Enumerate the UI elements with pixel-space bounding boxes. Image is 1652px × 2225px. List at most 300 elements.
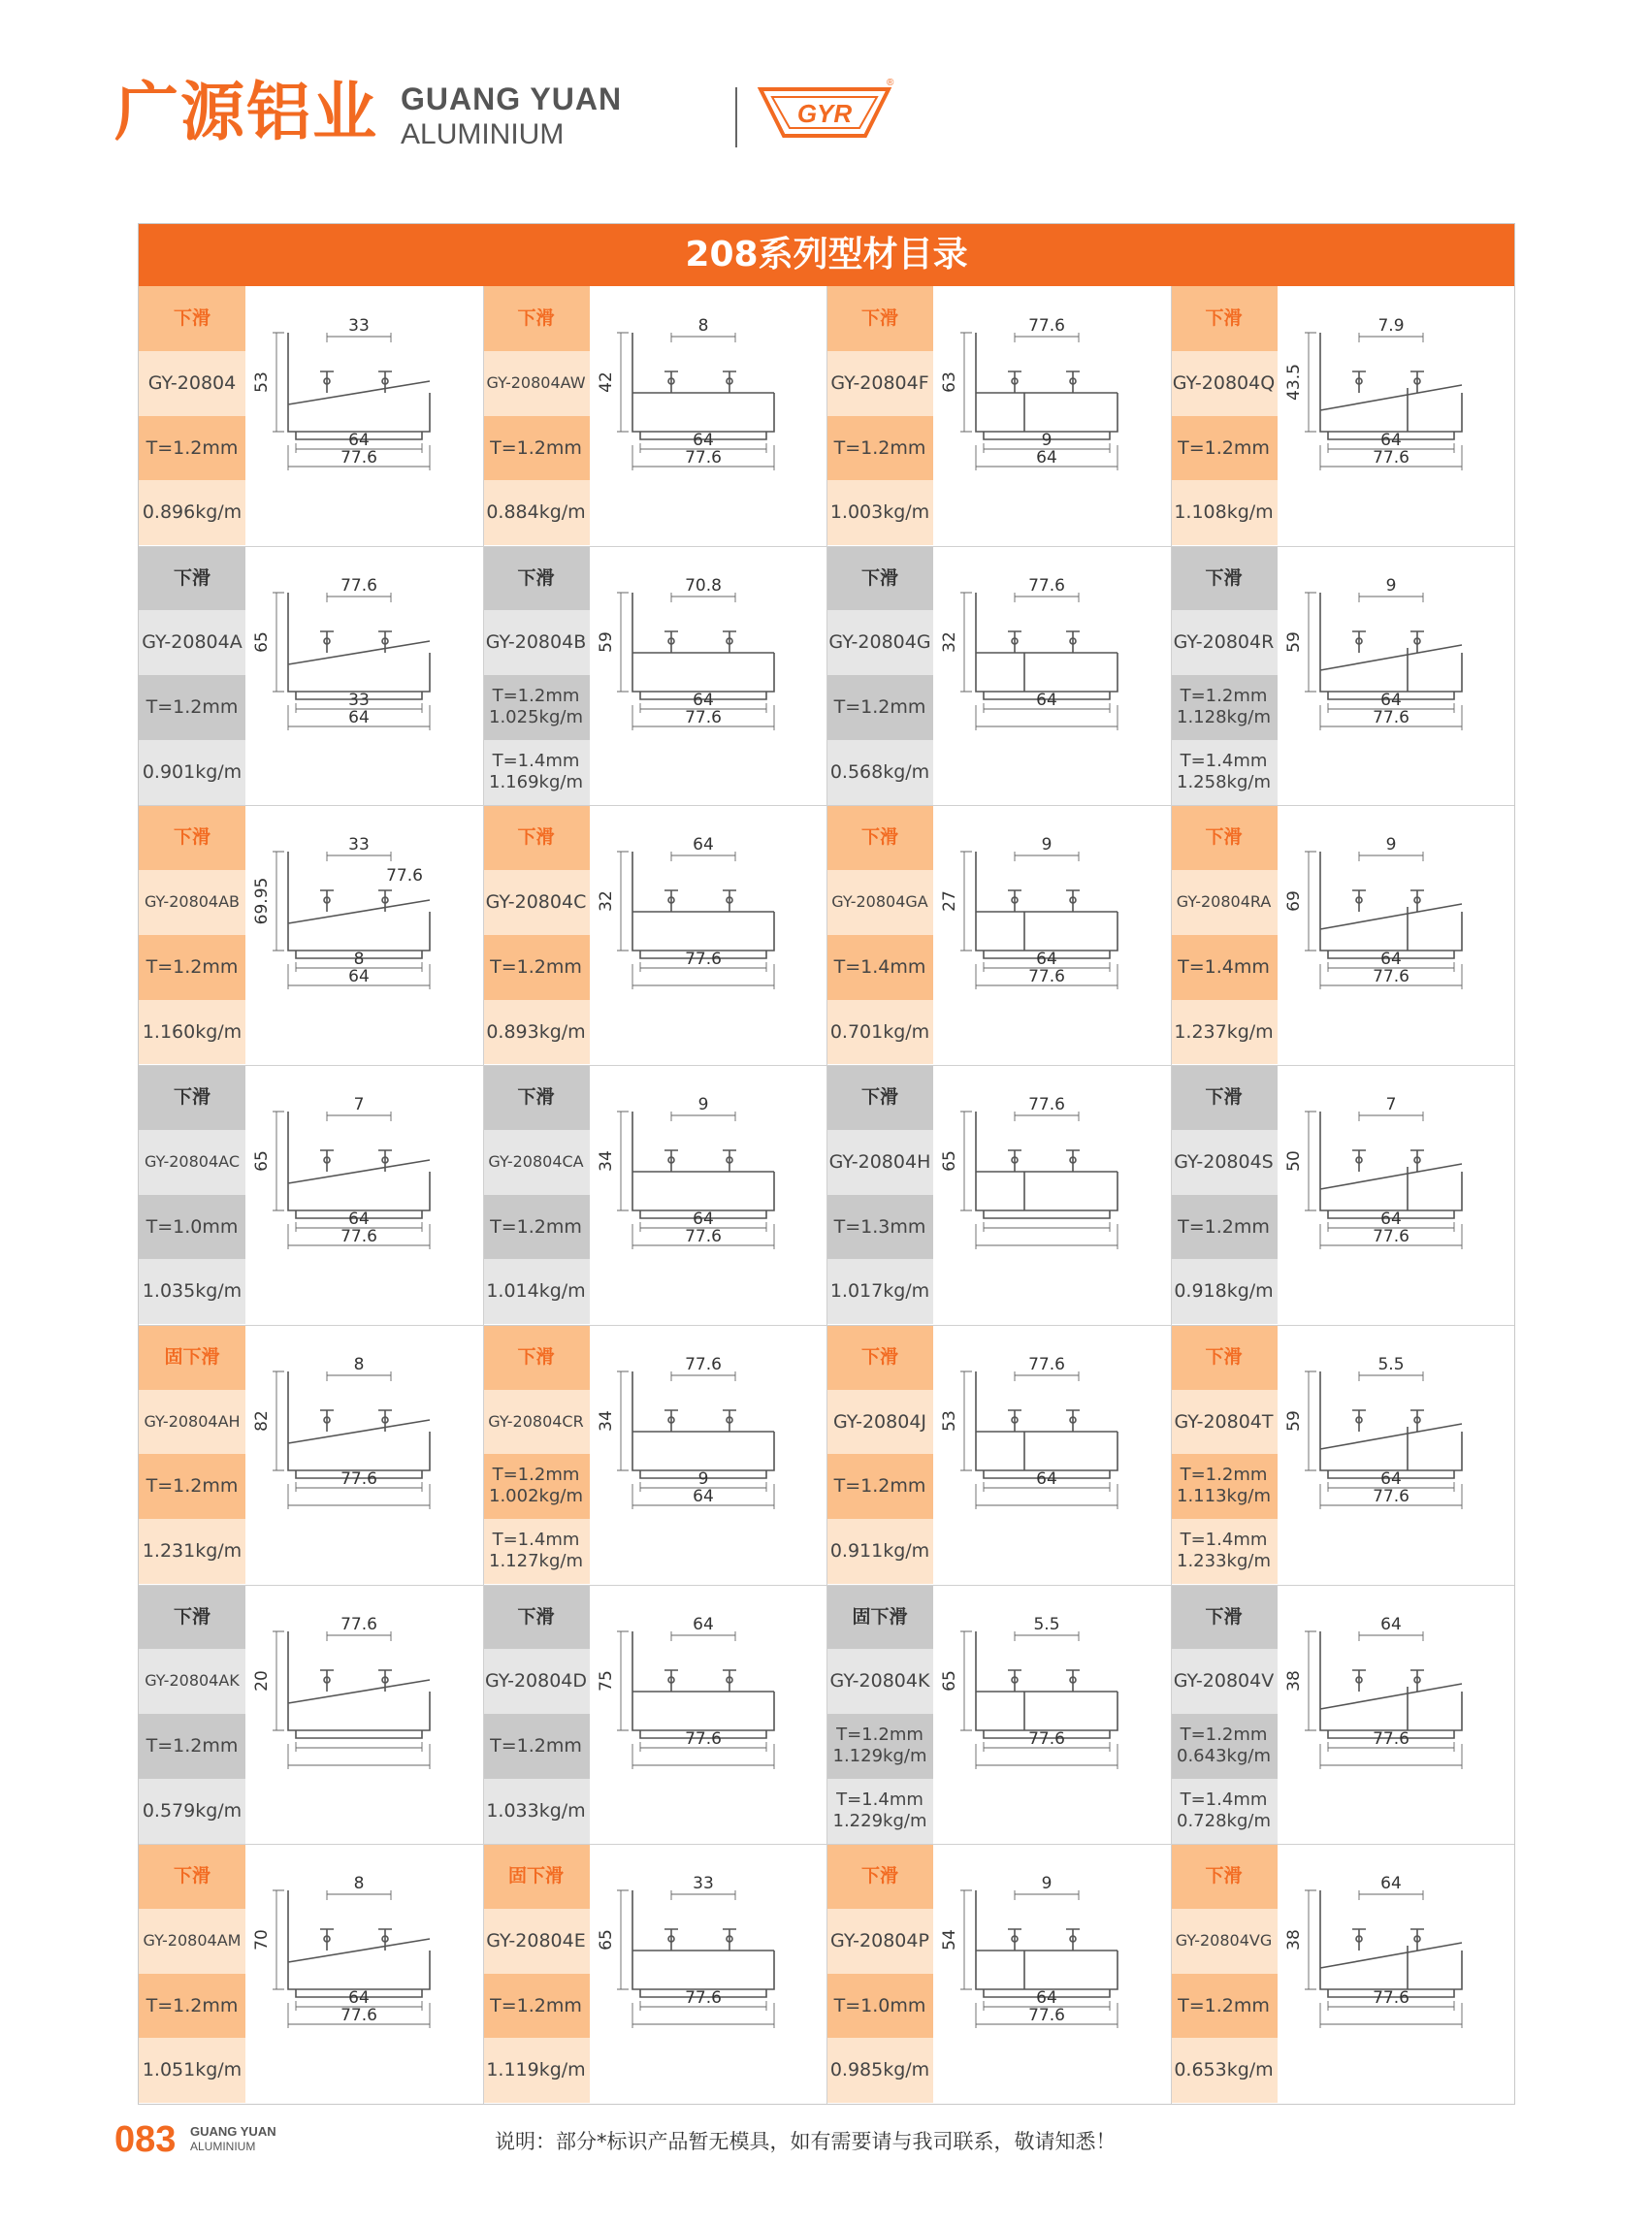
- grid-divider: [139, 1065, 1514, 1066]
- profile-section-diagram: [247, 546, 480, 805]
- thickness-2: T=1.4mm: [1180, 1530, 1268, 1551]
- profile-spec-column: [1171, 1585, 1278, 1844]
- dimension-label: 32: [596, 890, 616, 913]
- profile-weight: 1.108kg/m: [1171, 480, 1278, 545]
- dimension-label: 77.6: [340, 1614, 377, 1634]
- profile-code: GY-20804A: [139, 610, 245, 675]
- footer-brand-subtitle: ALUMINIUM: [190, 2140, 256, 2153]
- profile-drawing: [288, 1631, 430, 1738]
- profile-section-diagram: [1279, 286, 1512, 545]
- profile-weight: 0.896kg/m: [139, 480, 245, 545]
- profile-section-diagram: [935, 1844, 1168, 2103]
- profile-drawing: [632, 593, 774, 699]
- profile-spec-2: [483, 740, 590, 805]
- profile-card: [139, 1065, 482, 1324]
- grid-divider: [1171, 286, 1172, 2104]
- dimension-label: 77.6: [684, 1728, 722, 1749]
- profile-card: [139, 805, 482, 1064]
- profile-category: 下滑: [483, 1065, 590, 1130]
- dimension-label: 82: [252, 1409, 272, 1432]
- dimension-label: 63: [940, 371, 959, 393]
- profile-section-diagram: [247, 1844, 480, 2103]
- dimension-label: 59: [1283, 630, 1304, 653]
- profile-category: 下滑: [139, 1585, 245, 1650]
- grid-divider: [139, 1325, 1514, 1326]
- dimension-label: 5.5: [1377, 1354, 1405, 1374]
- profile-category: 下滑: [1171, 1844, 1278, 1909]
- profile-thickness: T=1.2mm: [826, 416, 933, 481]
- dimension-label: 77.6: [340, 1468, 377, 1489]
- profile-spec-column: [826, 1844, 933, 2103]
- dimension-label: 38: [1283, 1669, 1304, 1692]
- profile-thickness: T=1.2mm: [1171, 1195, 1278, 1260]
- thickness-1: T=1.2mm: [1180, 1725, 1268, 1745]
- profile-drawing: [1320, 852, 1462, 958]
- profile-spec-column: [139, 1325, 245, 1584]
- dimension-label: 77.6: [1028, 316, 1065, 336]
- thickness-2: T=1.4mm: [1180, 1789, 1268, 1810]
- profile-drawing: [976, 1112, 1118, 1218]
- profile-category: 固下滑: [139, 1325, 245, 1390]
- profile-code: GY-20804F: [826, 351, 933, 416]
- dimension-label: 8: [353, 950, 365, 970]
- profile-weight: 1.017kg/m: [826, 1259, 933, 1324]
- dimension-label: 64: [1379, 690, 1402, 710]
- dimension-label: 64: [348, 1988, 370, 2009]
- profile-card: [483, 1844, 826, 2103]
- profile-spec-column: [139, 286, 245, 545]
- profile-thickness: T=1.2mm: [1171, 416, 1278, 481]
- dimension-label: 70: [252, 1929, 272, 1951]
- profile-category: 下滑: [826, 286, 933, 351]
- profile-category: 下滑: [139, 805, 245, 870]
- profile-code: GY-20804AK: [139, 1649, 245, 1714]
- profile-drawing: [1320, 593, 1462, 699]
- profile-drawing: [1320, 1112, 1462, 1218]
- profile-spec-column: [826, 1065, 933, 1324]
- profile-section-diagram: [935, 546, 1168, 805]
- dimension-label: 77.6: [340, 2006, 377, 2026]
- dimension-label: 64: [348, 707, 370, 727]
- dimension-label: 27: [940, 890, 959, 913]
- profile-code: GY-20804R: [1171, 610, 1278, 675]
- footer-brand-name: GUANG YUAN: [190, 2124, 276, 2139]
- dimension-label: 54: [940, 1929, 959, 1951]
- grid-divider: [139, 1585, 1514, 1586]
- dimension-label: 64: [1036, 1468, 1057, 1489]
- grid-divider: [139, 805, 1514, 806]
- profile-card: [139, 1585, 482, 1844]
- dimension-label: 69: [1283, 890, 1304, 913]
- thickness-1: T=1.2mm: [1180, 686, 1268, 707]
- dimension-label: 64: [1379, 431, 1402, 450]
- profile-weight: 1.160kg/m: [139, 1000, 245, 1065]
- profile-card: [1171, 1585, 1514, 1844]
- profile-section-diagram: [592, 546, 825, 805]
- profile-card: [483, 805, 826, 1064]
- dimension-label: 64: [1379, 950, 1402, 970]
- profile-category: 下滑: [139, 1065, 245, 1130]
- profile-thickness: T=1.0mm: [826, 1974, 933, 2039]
- dimension-label: 77.6: [386, 866, 423, 887]
- weight-1: 1.025kg/m: [489, 707, 583, 728]
- dimension-label: 64: [1379, 1614, 1402, 1634]
- profile-thickness: T=1.4mm: [826, 935, 933, 1000]
- profile-section-diagram: [592, 1585, 825, 1844]
- profile-category: 下滑: [826, 805, 933, 870]
- dimension-label: 59: [596, 630, 616, 653]
- logo-text: GYR: [796, 99, 853, 128]
- profile-card: [1171, 286, 1514, 545]
- profile-thickness: T=1.2mm: [139, 675, 245, 740]
- dimension-label: 64: [348, 1209, 370, 1230]
- profile-thickness: T=1.2mm: [483, 1974, 590, 2039]
- profile-weight: 1.237kg/m: [1171, 1000, 1278, 1065]
- dimension-label: 64: [348, 967, 370, 987]
- profile-code: GY-20804CA: [483, 1130, 590, 1195]
- profile-code: GY-20804G: [826, 610, 933, 675]
- dimension-label: 9: [1041, 431, 1053, 450]
- profile-thickness: T=1.2mm: [139, 935, 245, 1000]
- dimension-label: 5.5: [1033, 1614, 1060, 1634]
- profile-weight: 1.003kg/m: [826, 480, 933, 545]
- profile-section-diagram: [935, 1585, 1168, 1844]
- profile-drawing: [288, 593, 430, 699]
- dimension-label: 64: [1379, 1468, 1402, 1489]
- dimension-label: 64: [1036, 950, 1057, 970]
- profile-spec-1: [1171, 675, 1278, 740]
- dimension-label: 77.6: [1028, 1728, 1065, 1749]
- profile-category: 下滑: [826, 1325, 933, 1390]
- profile-card: [483, 1065, 826, 1324]
- grid-divider: [139, 1844, 1514, 1845]
- profile-weight: 0.893kg/m: [483, 1000, 590, 1065]
- profile-thickness: T=1.3mm: [826, 1195, 933, 1260]
- weight-1: 1.113kg/m: [1177, 1486, 1271, 1507]
- profile-category: 下滑: [826, 1844, 933, 1909]
- profile-spec-column: [483, 1585, 590, 1844]
- profile-code: GY-20804Q: [1171, 351, 1278, 416]
- profile-section-diagram: [935, 1325, 1168, 1584]
- profile-section-diagram: [1279, 1585, 1512, 1844]
- profile-section-diagram: [247, 1065, 480, 1324]
- profile-thickness: T=1.2mm: [483, 1195, 590, 1260]
- profile-drawing: [632, 1890, 774, 1997]
- dimension-label: 7: [1385, 1095, 1396, 1115]
- profile-code: GY-20804E: [483, 1909, 590, 1974]
- weight-1: 1.128kg/m: [1177, 707, 1271, 728]
- catalog-grid: [139, 286, 1514, 2104]
- profile-code: GY-20804P: [826, 1909, 933, 1974]
- profile-code: GY-20804AC: [139, 1130, 245, 1195]
- profile-drawing: [976, 1890, 1118, 1997]
- brand-subtitle-en: ALUMINIUM: [401, 118, 565, 150]
- dimension-label: 77.6: [1372, 448, 1409, 468]
- dimension-label: 59: [1283, 1409, 1304, 1432]
- dimension-label: 77.6: [684, 707, 722, 727]
- weight-2: 1.233kg/m: [1177, 1551, 1271, 1572]
- profile-section-diagram: [592, 1844, 825, 2103]
- profile-card: [826, 1325, 1170, 1584]
- profile-category: 下滑: [1171, 286, 1278, 351]
- profile-thickness: T=1.0mm: [139, 1195, 245, 1260]
- dimension-label: 77.6: [1028, 1095, 1065, 1115]
- profile-spec-column: [483, 1065, 590, 1324]
- brand-name-en: GUANG YUAN: [401, 81, 623, 116]
- dimension-label: 64: [692, 1209, 714, 1230]
- gyr-logo-icon: [757, 74, 892, 151]
- grid-divider: [483, 286, 484, 2104]
- dimension-label: 9: [1041, 835, 1053, 855]
- profile-category: 下滑: [483, 286, 590, 351]
- profile-section-diagram: [592, 805, 825, 1064]
- profile-thickness: T=1.2mm: [139, 1714, 245, 1779]
- dimension-label: 77.6: [340, 448, 377, 468]
- weight-2: 0.728kg/m: [1177, 1810, 1271, 1831]
- profile-category: 下滑: [1171, 1585, 1278, 1650]
- profile-section-diagram: [1279, 1844, 1512, 2103]
- profile-spec-column: [139, 1585, 245, 1844]
- profile-section-diagram: [247, 805, 480, 1064]
- profile-card: [826, 1585, 1170, 1844]
- weight-2: 1.229kg/m: [832, 1810, 927, 1831]
- weight-1: 1.002kg/m: [489, 1486, 583, 1507]
- profile-category: 下滑: [1171, 546, 1278, 611]
- profile-spec-column: [1171, 1844, 1278, 2103]
- dimension-label: 42: [596, 371, 616, 393]
- profile-drawing: [976, 1631, 1118, 1738]
- profile-code: GY-20804C: [483, 870, 590, 935]
- weight-1: 1.129kg/m: [832, 1746, 927, 1766]
- dimension-label: 9: [1385, 835, 1396, 855]
- dimension-label: 43.5: [1283, 364, 1304, 401]
- profile-code: GY-20804VG: [1171, 1909, 1278, 1974]
- profile-drawing: [288, 1890, 430, 1997]
- profile-section-diagram: [592, 1065, 825, 1324]
- brand-divider: [735, 87, 737, 147]
- profile-drawing: [1320, 1371, 1462, 1478]
- profile-spec-2: [826, 1779, 933, 1844]
- dimension-label: 65: [940, 1150, 959, 1172]
- profile-card: [139, 1325, 482, 1584]
- dimension-label: 8: [353, 1354, 365, 1374]
- dimension-label: 77.6: [340, 1227, 377, 1247]
- profile-spec-column: [483, 546, 590, 805]
- profile-code: GY-20804B: [483, 610, 590, 675]
- profile-thickness: T=1.2mm: [483, 1714, 590, 1779]
- dimension-label: 77.6: [1372, 1988, 1409, 2009]
- profile-code: GY-20804AM: [139, 1909, 245, 1974]
- profile-spec-column: [1171, 1325, 1278, 1584]
- profile-weight: 0.918kg/m: [1171, 1259, 1278, 1324]
- profile-spec-2: [483, 1519, 590, 1584]
- dimension-label: 64: [692, 1486, 714, 1506]
- dimension-label: 77.6: [340, 575, 377, 596]
- profile-weight: 1.014kg/m: [483, 1259, 590, 1324]
- profile-spec-column: [139, 805, 245, 1064]
- dimension-label: 7: [353, 1095, 365, 1115]
- profile-weight: 1.119kg/m: [483, 2038, 590, 2103]
- profile-spec-column: [139, 1844, 245, 2103]
- profile-card: [826, 546, 1170, 805]
- profile-category: 固下滑: [483, 1844, 590, 1909]
- dimension-label: 77.6: [1028, 1354, 1065, 1374]
- dimension-label: 64: [1379, 1209, 1402, 1230]
- dimension-label: 64: [692, 690, 714, 710]
- grid-divider: [826, 286, 827, 2104]
- profile-section-diagram: [1279, 805, 1512, 1064]
- profile-spec-1: [1171, 1454, 1278, 1519]
- dimension-label: 53: [252, 371, 272, 393]
- profile-section-diagram: [592, 286, 825, 545]
- profile-card: [483, 1325, 826, 1584]
- weight-2: 1.169kg/m: [489, 771, 583, 792]
- dimension-label: 9: [1041, 1874, 1053, 1894]
- profile-spec-column: [483, 286, 590, 545]
- thickness-2: T=1.4mm: [1180, 750, 1268, 771]
- dimension-label: 64: [1036, 1988, 1057, 2009]
- profile-category: 下滑: [483, 1325, 590, 1390]
- profile-card: [139, 546, 482, 805]
- page-header: [114, 68, 894, 165]
- dimension-label: 64: [1036, 690, 1057, 710]
- dimension-label: 9: [697, 1468, 708, 1489]
- dimension-label: 65: [940, 1669, 959, 1692]
- dimension-label: 64: [692, 835, 714, 855]
- dimension-label: 77.6: [1028, 2006, 1065, 2026]
- dimension-label: 70.8: [684, 575, 722, 596]
- profile-drawing: [288, 333, 430, 439]
- profile-spec-column: [826, 546, 933, 805]
- dimension-label: 33: [348, 835, 370, 855]
- profile-weight: 0.901kg/m: [139, 740, 245, 805]
- profile-code: GY-20804AB: [139, 870, 245, 935]
- profile-thickness: T=1.2mm: [826, 1454, 933, 1519]
- profile-card: [1171, 1325, 1514, 1584]
- dimension-label: 64: [692, 431, 714, 450]
- profile-weight: 0.568kg/m: [826, 740, 933, 805]
- profile-code: GY-20804K: [826, 1649, 933, 1714]
- profile-drawing: [1320, 333, 1462, 439]
- profile-section-diagram: [592, 1325, 825, 1584]
- profile-spec-column: [483, 805, 590, 1064]
- dimension-label: 77.6: [1372, 707, 1409, 727]
- profile-card: [139, 1844, 482, 2103]
- profile-weight: 0.701kg/m: [826, 1000, 933, 1065]
- dimension-label: 38: [1283, 1929, 1304, 1951]
- profile-drawing: [1320, 1631, 1462, 1738]
- dimension-label: 64: [1379, 1874, 1402, 1894]
- dimension-label: 33: [348, 690, 370, 710]
- profile-weight: 0.579kg/m: [139, 1779, 245, 1844]
- dimension-label: 64: [692, 1614, 714, 1634]
- dimension-label: 20: [252, 1669, 272, 1692]
- weight-2: 1.127kg/m: [489, 1551, 583, 1572]
- profile-thickness: T=1.2mm: [139, 1454, 245, 1519]
- profile-weight: 1.033kg/m: [483, 1779, 590, 1844]
- dimension-label: 77.6: [1028, 575, 1065, 596]
- profile-card: [1171, 805, 1514, 1064]
- profile-drawing: [288, 1112, 430, 1218]
- footer-note: 说明：部分*标识产品暂无模具，如有需要请与我司联系，敬请知悉！: [495, 2130, 1117, 2153]
- profile-drawing: [632, 1631, 774, 1738]
- profile-drawing: [632, 852, 774, 958]
- dimension-label: 33: [348, 316, 370, 336]
- profile-spec-column: [483, 1325, 590, 1584]
- profile-category: 固下滑: [826, 1585, 933, 1650]
- profile-section-diagram: [1279, 1325, 1512, 1584]
- dimension-label: 65: [596, 1929, 616, 1951]
- profile-drawing: [976, 333, 1118, 439]
- profile-drawing: [1320, 1890, 1462, 1997]
- profile-section-diagram: [247, 1585, 480, 1844]
- profile-category: 下滑: [1171, 805, 1278, 870]
- profile-code: GY-20804CR: [483, 1390, 590, 1455]
- dimension-label: 34: [596, 1150, 616, 1172]
- thickness-1: T=1.2mm: [492, 686, 580, 707]
- profile-code: GY-20804: [139, 351, 245, 416]
- dimension-label: 77.6: [1372, 1486, 1409, 1506]
- profile-spec-1: [1171, 1714, 1278, 1779]
- registered-mark: ®: [887, 78, 894, 88]
- dimension-label: 53: [940, 1409, 959, 1432]
- dimension-label: 33: [692, 1874, 714, 1894]
- profile-card: [1171, 546, 1514, 805]
- dimension-label: 77.6: [684, 1988, 722, 2009]
- dimension-label: 8: [697, 316, 708, 336]
- profile-thickness: T=1.4mm: [1171, 935, 1278, 1000]
- profile-card: [139, 286, 482, 545]
- profile-spec-column: [1171, 546, 1278, 805]
- dimension-label: 77.6: [1372, 1728, 1409, 1749]
- profile-weight: 0.985kg/m: [826, 2038, 933, 2103]
- profile-spec-column: [139, 1065, 245, 1324]
- profile-weight: 1.035kg/m: [139, 1259, 245, 1324]
- dimension-label: 64: [1036, 448, 1057, 468]
- profile-spec-1: [826, 1714, 933, 1779]
- dimension-label: 32: [940, 630, 959, 653]
- profile-code: GY-20804S: [1171, 1130, 1278, 1195]
- profile-spec-1: [483, 1454, 590, 1519]
- profile-thickness: T=1.2mm: [139, 1974, 245, 2039]
- profile-card: [483, 546, 826, 805]
- profile-catalog: [138, 223, 1515, 2105]
- profile-spec-1: [483, 675, 590, 740]
- page-number: 083: [114, 2119, 177, 2160]
- profile-section-diagram: [247, 286, 480, 545]
- dimension-label: 8: [353, 1874, 365, 1894]
- profile-thickness: T=1.2mm: [826, 675, 933, 740]
- profile-spec-column: [826, 1325, 933, 1584]
- profile-card: [826, 805, 1170, 1064]
- dimension-label: 77.6: [684, 950, 722, 970]
- profile-section-diagram: [1279, 546, 1512, 805]
- profile-drawing: [632, 1112, 774, 1218]
- dimension-label: 34: [596, 1409, 616, 1432]
- profile-category: 下滑: [139, 286, 245, 351]
- dimension-label: 77.6: [1028, 967, 1065, 987]
- profile-category: 下滑: [1171, 1325, 1278, 1390]
- profile-drawing: [976, 1371, 1118, 1478]
- profile-category: 下滑: [483, 1585, 590, 1650]
- profile-spec-2: [1171, 1779, 1278, 1844]
- profile-code: GY-20804H: [826, 1130, 933, 1195]
- profile-card: [826, 1065, 1170, 1324]
- dimension-label: 50: [1283, 1150, 1304, 1172]
- profile-spec-column: [826, 286, 933, 545]
- profile-drawing: [632, 333, 774, 439]
- dimension-label: 64: [348, 431, 370, 450]
